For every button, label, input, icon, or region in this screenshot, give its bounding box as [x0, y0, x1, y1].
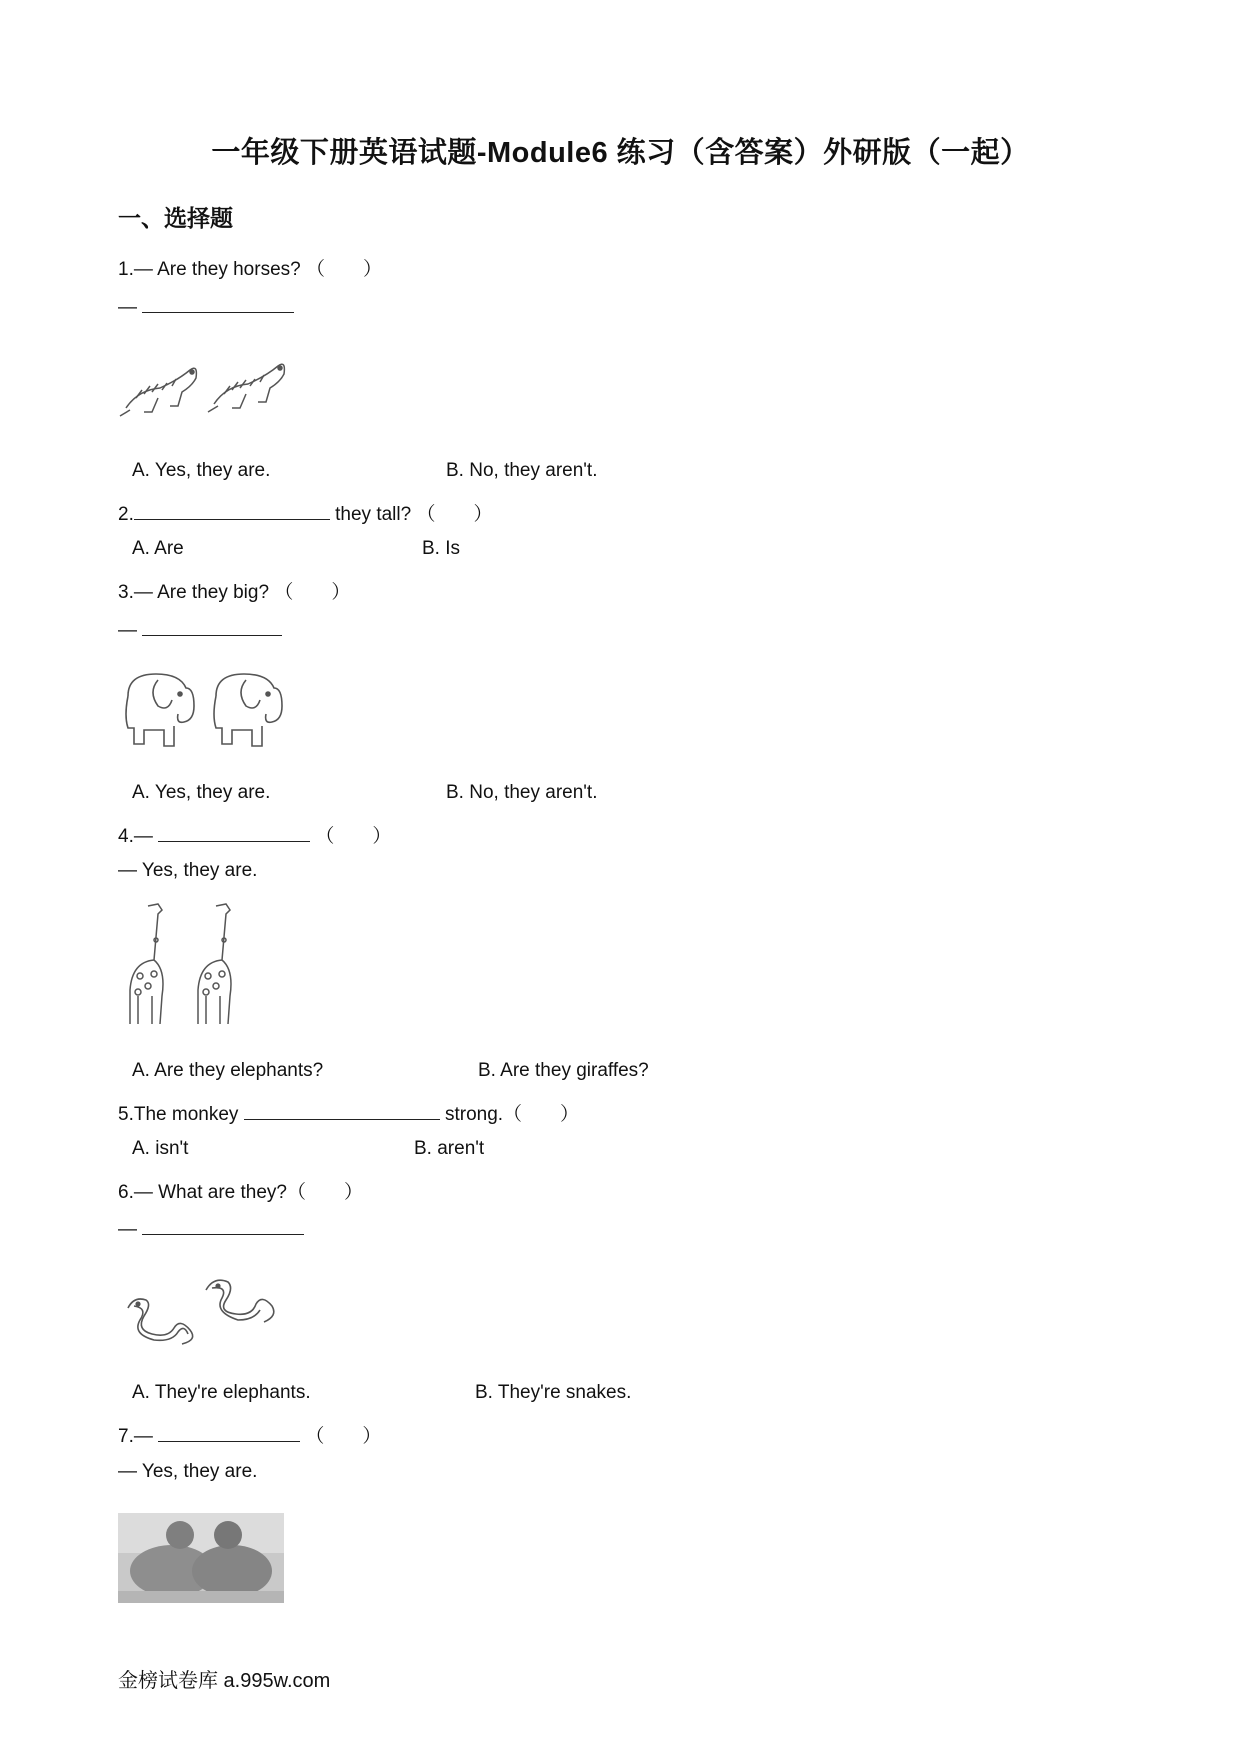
question-6-option-a[interactable]: A. They're elephants.: [132, 1382, 311, 1403]
question-5-stem: 5.The monkey strong.（ ）: [118, 1099, 579, 1126]
question-7-stem: 7.— （ ）: [118, 1421, 381, 1448]
question-2-stem: 2. they tall? （ ）: [118, 499, 492, 526]
question-1-option-b[interactable]: B. No, they aren't.: [446, 460, 598, 481]
question-4-reply: — Yes, they are.: [118, 860, 258, 881]
question-4-option-a[interactable]: A. Are they elephants?: [132, 1060, 324, 1081]
question-1-answer-line: —: [118, 294, 294, 319]
question-1-stem: 1.— Are they horses? （ ）: [118, 259, 382, 280]
question-3-stem: 3.— Are they big? （ ）: [118, 582, 351, 603]
question-6-answer-line: —: [118, 1216, 304, 1241]
question-3-option-b[interactable]: B. No, they aren't.: [446, 782, 598, 803]
page-title: 一年级下册英语试题-Module6 练习（含答案）外研版（一起）: [211, 137, 1030, 169]
question-4-stem: 4.— （ ）: [118, 821, 391, 848]
elephants-picture: [118, 666, 296, 762]
snakes-picture: [118, 1268, 298, 1358]
question-2-option-a[interactable]: A. Are: [132, 538, 184, 559]
giraffes-picture: [118, 900, 258, 1040]
question-6-stem: 6.— What are they?（ ）: [118, 1182, 363, 1203]
footer-watermark: 金榜试卷库 a.995w.com: [118, 1670, 331, 1692]
question-3-answer-line: —: [118, 617, 282, 642]
question-2-option-b[interactable]: B. Is: [422, 538, 461, 559]
question-3-option-a[interactable]: A. Yes, they are.: [132, 782, 271, 803]
question-6-option-b[interactable]: B. They're snakes.: [475, 1382, 632, 1403]
question-5-option-a[interactable]: A. isn't: [132, 1138, 189, 1159]
question-5-option-b[interactable]: B. aren't: [414, 1138, 485, 1159]
question-7-reply: — Yes, they are.: [118, 1461, 258, 1482]
section-heading: 一、选择题: [118, 205, 233, 231]
question-1-option-a[interactable]: A. Yes, they are.: [132, 460, 271, 481]
tigers-picture: [118, 350, 290, 432]
bears-picture: [118, 1513, 284, 1603]
question-4-option-b[interactable]: B. Are they giraffes?: [478, 1060, 649, 1081]
